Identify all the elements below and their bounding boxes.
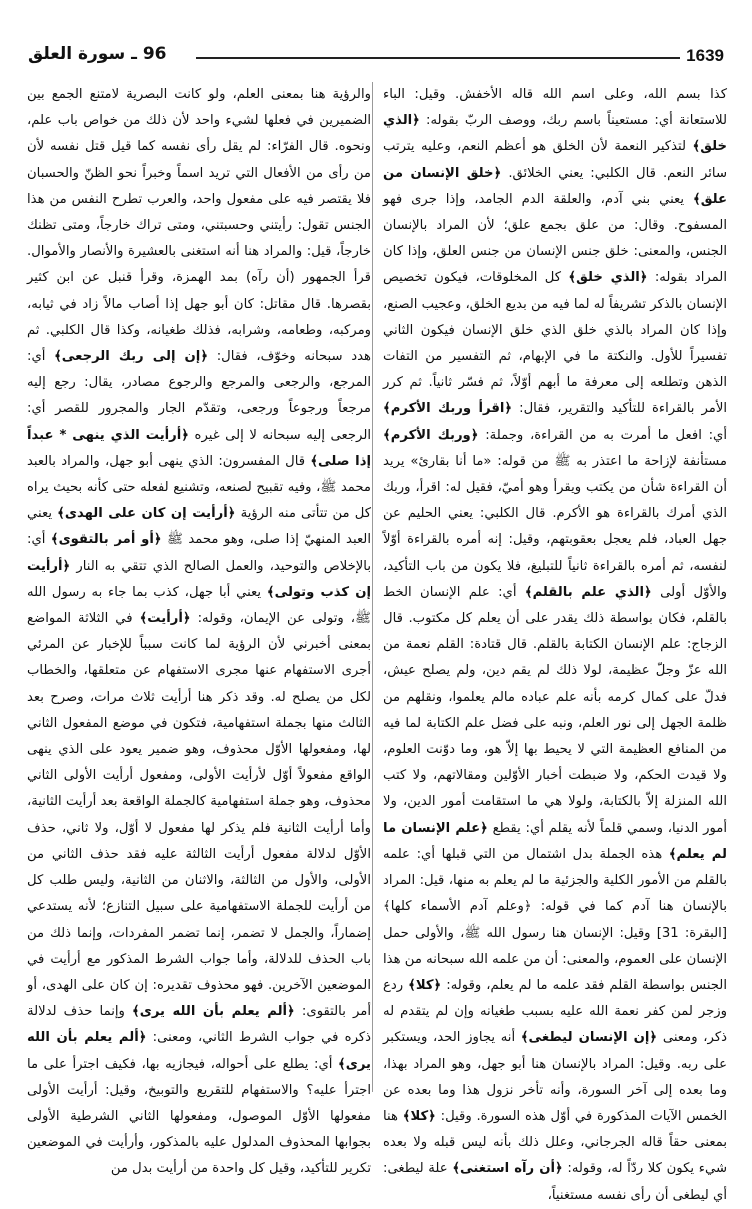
commentary-text: علة ليطغى: أي ليطغى أن رأى نفسه مستغنياً، <box>383 1161 727 1203</box>
quran-verse: ﴿اقرأ وربك الأكرم﴾ <box>383 401 513 417</box>
quran-verse: ﴿أرأيت إن كذب وتولى﴾ <box>27 558 371 600</box>
commentary-text: وإنما حذف لدلالة ذكره في جواب الشرط الثاني، ومعنى: <box>27 1004 371 1046</box>
quran-verse: ﴿أن رآه استغنى﴾ <box>452 1161 563 1177</box>
commentary-text: كل المخلوقات، فيكون تخصيص الإنسان بالذكر تشريفاً له لما فيه من بديع الخلق، وعجيب الصنع، وإذا كان المراد بالذي خلق الذي خلق الإنسان فيكون الثاني تفسيراً للأول. والنكتة ما في الإبهام، ثم التفسير من التفات الذهن وتطلعه إلى معرفة ما أبهم أوّلاً، ثم فسّر ثانياً. ثم كرر الأمر بالقراءة للتأكيد والتقرير، فقال: <box>383 270 727 417</box>
quran-verse: ﴿ألم يعلم بأن الله يرى﴾ <box>27 1030 371 1072</box>
quran-verse: ﴿خلق الإنسان من علق﴾ <box>383 165 727 207</box>
commentary-text: أي: علم الإنسان الخط بالقلم، فكان بواسطة ذلك يقدر على أن يعلم كل مكتوب. قال الزجاج: علم الإنسان الكتابة بالقلم. قال قتادة: القلم نعمة من الله عزّ وجلّ عظيمة، لولا ذلك لم يقم دين، ولم يصلح عيش، فدلّ على كمال كرمه بأنه علم عباده مالم يعلموا، ونقلهم من ظلمة الجهل إلى نور العلم، ونبه على فضل علم الكتابة لما فيه من المنافع العظيمة التي لا يحيط بها إلاّ هو، وما دوّنت العلوم، ولا قيدت الحكم، ولا ضبطت أخبار الأوّلين ومقالاتهم، ولا كتب الله المنزلة إلاّ بالكتابة، ولولا هي ما استقامت أمور الدين، ولا أمور الدنيا، وسمي قلماً لأنه يقلم أي: يقطع <box>383 584 727 836</box>
quran-verse: ﴿أرأيت الذي ينهى * عبداً إذا صلى﴾ <box>27 427 371 469</box>
column-divider <box>372 82 373 1092</box>
left-column-text <box>27 82 371 1183</box>
page-header <box>28 42 724 72</box>
commentary-text: لتذكير النعمة لأن الخلق هو أعظم النعم، وعليه يترتب سائر النعم. قال الكلبي: يعني الخلائق. <box>383 139 727 181</box>
commentary-text: يعني بني آدم، والعلقة الدم الجامد، وإذا جرى فهو المسفوح. وقال: من علق بجمع علق؛ لأن المراد بالإنسان الجنس، والمعنى: خلق جنس الإنسان من جنس العلق، وإذا كان المراد بقوله: <box>383 191 727 286</box>
commentary-text: يعني أبا جهل، كذب بما جاء به رسول الله ﷺ، وتولى عن الإيمان، وقوله: <box>27 584 371 627</box>
commentary-text: أي: المرجع، والرجعى والمرجع والرجوع مصادر، يقال: رجع إليه مرجعاً ورجوعاً ورجعى، وتقدّم الجار والمجرور للقصر أي: الرجعى إليه سبحانه لا إلى غيره <box>27 349 372 443</box>
quran-verse: ﴿أو أمر بالتقوى﴾ <box>50 532 162 548</box>
quran-verse: ﴿وربك الأكرم﴾ <box>383 427 479 443</box>
page-number: 1639 <box>686 46 724 65</box>
commentary-text: أي: بالإخلاص والتوحيد، والعمل الصالح الذي تتقي به النار <box>27 532 371 574</box>
commentary-text: كذا بسم الله، وعلى اسم الله قاله الأخفش. وقيل: الباء للاستعانة أي: مستعيناً باسم ربك، ووصف الربّ بقوله: <box>383 87 727 129</box>
commentary-text: والرؤية هنا بمعنى العلم، ولو كانت البصرية لامتنع الجمع بين الضميرين في فعلها لشيء واحد لأن ذلك من خواص باب علم، ونحوه. قال الفرّاء: لم يقل رأى نفسه كما قيل قتل نفسه لأن من رأى من الأفعال التي تريد اسماً وخبراً نحو الظنّ والحسبان فلا يقتصر فيه على مفعول واحد، والعرب تطرح النفس من هذا الجنس تقول: رأيتني وحسبتني، ومتى تراك خارجاً، ومتى تظنك خارجاً، قيل: والمراد هنا أنه استغنى بالعشيرة والأنصار والأموال. قرأ الجمهور (أن رآه) بمد الهمزة، وقرأ قنبل عن ابن كثير بقصرها. قال مقاتل: كان أبو جهل إذا أصاب مالاً زاد في ثيابه، ومركبه، وطعامه، وشرابه، فذلك طغيانه، وكذا قال الكلبي. ثم هدد سبحانه وخوّف، فقال: <box>27 87 371 365</box>
surah-title: 96 ـ سورة العلق <box>28 44 167 64</box>
quran-verse: ﴿ألم يعلم بأن الله يرى﴾ <box>132 1004 295 1020</box>
commentary-text: يعني العبد المنهيّ إذا صلى، وهو محمد ﷺ <box>27 506 371 548</box>
commentary-text: مستأنفة لإزاحة ما اعتذر به ﷺ من قوله: «ما أنا بقارئ» يريد أن القراءة شأن من يكتب ويقرأ وهو أميّ، فقيل له: اقرأ، وربك الذي أمرك بالقراءة هو الأكرم. قال الكلبي: يعني الحليم عن جهل العباد، فلم يعجل بعقوبتهم، وقيل: إنه أمره بالقراءة أوّلاً لنفسه، ثم أمره بالقراءة ثانياً للتبليغ، فلا يكون من باب التأكيد، والأوّل أولى <box>383 453 727 600</box>
right-column <box>383 82 728 1203</box>
quran-verse: ﴿أرأيت﴾ <box>139 611 191 627</box>
quran-verse: ﴿الذي علم بالقلم﴾ <box>524 584 652 600</box>
commentary-text: قال المفسرون: الذي ينهى أبو جهل، والمراد بالعبد محمد ﷺ، وفيه تقبيح لصنعه، وتشنيع لفعله حتى كأنه بحيث يراه كل من تتأتى منه الرؤية <box>27 453 371 522</box>
commentary-text: ردع وزجر لمن كفر نعمة الله عليه بسبب طغيانه وإن لم يتقدم له ذكر، ومعنى <box>383 977 727 1046</box>
quran-verse: ﴿إن إلى ربك الرجعى﴾ <box>54 349 209 365</box>
commentary-text: أي: افعل ما أمرت به من القراءة، وجملة: <box>478 427 728 443</box>
quran-verse: ﴿كلا﴾ <box>408 977 442 993</box>
commentary-text: أنه يجاوز الحد، ويستكبر على ربه. وقيل: المراد بالإنسان هنا أبو جهل، وهو المراد بهذا، وما بعده إلى آخر السورة، وأنه تأخر نزول هذا وما بعده عن الخمس الآيات المذكورة في أوّل هذه السورة. وقيل: <box>383 1030 727 1124</box>
quran-verse: ﴿أرأيت إن كان على الهدى﴾ <box>57 506 236 522</box>
quran-verse: ﴿إن الإنسان ليطغى﴾ <box>520 1030 658 1046</box>
right-column-text <box>383 82 727 1209</box>
quran-verse: ﴿الذي خلق﴾ <box>568 270 648 286</box>
quran-verse: ﴿علم الإنسان ما لم يعلم﴾ <box>383 820 727 862</box>
quran-verse: ﴿الذي خلق﴾ <box>383 113 727 155</box>
commentary-text: هذه الجملة بدل اشتمال من التي قبلها أي: علمه بالقلم من الأمور الكلية والجزئية ما لم يعلم به منها، قيل: المراد بالإنسان هنا آدم كما في قوله: ﴿وعلم آدم الأسماء كلها﴾ [البقرة: 31] وقيل: الإنسان هنا رسول الله ﷺ، والأولى حمل الإنسان على العموم، والمعنى: أن من علمه الله سبحانه من هذا الجنس بواسطة القلم فقد علمه ما لم يعلم، وقوله: <box>383 846 727 993</box>
quran-verse: ﴿كلا﴾ <box>402 1108 436 1124</box>
commentary-text: أي: يطلع على أحواله، فيجازيه بها، فكيف اجترأ على ما اجترأ عليه؟ والاستفهام للتقريع والتوبيخ، وقيل: أرأيت الأولى مفعولها الأوّل الموصول، ومفعولها الثاني الشرطية الأولى بجوابها المحذوف المدلول عليه بالمذكور، وأرأيت في الموضعين تكرير للتأكيد، وقيل كل واحدة من أرأيت بدل من <box>27 1056 371 1177</box>
left-column <box>27 82 372 1177</box>
header-rule <box>196 57 680 59</box>
commentary-text: هنا بمعنى حقاً قاله الجرجاني، وعلل ذلك بأنه ليس قبله ولا بعده شيء يكون كلا ردّاً له، وقوله: <box>383 1108 727 1177</box>
commentary-text: في الثلاثة المواضع بمعنى أخبرني لأن الرؤية لما كانت سبباً للإخبار عن المرئي أجرى الاستفهام عنها مجرى الاستفهام عن متعلقها، والخطاب لكل من يصلح له. وقد ذكر هنا أرأيت ثلاث مرات، وصرح بعد الثالث منها بجملة استفهامية، فتكون في موضع المفعول الثاني لها، ومفعولها الأوّل محذوف، وهو ضمير يعود على الذي ينهى الواقع مفعولاً أوّل لأرأيت الأولى، ومفعول أرأيت الأولى الثاني محذوف، وهو جملة استفهامية كالجملة الواقعة بعد أرأيت الثانية، وأما أرأيت الثانية فلم يذكر لها مفعول لا أوّل، ولا ثاني، حذف الأوّل لدلالة مفعول أرأيت الثالثة عليه فقد حذف الثاني من الأولى، والأول من الثالثة، والاثنان من الثانية، وليس طلب كل من أرأيت للجملة الاستفهامية على سبيل التنازع؛ لأنه يستدعي إضماراً، والجمل لا تضمر، إنما تضمر المفردات، وإنما ذلك من باب الحذف للدلالة، وأما جواب الشرط المذكور مع أرأيت في الموضعين الآخرين. فهو محذوف تقديره: إن كان على الهدى، أو أمر بالتقوى: <box>27 611 371 1020</box>
